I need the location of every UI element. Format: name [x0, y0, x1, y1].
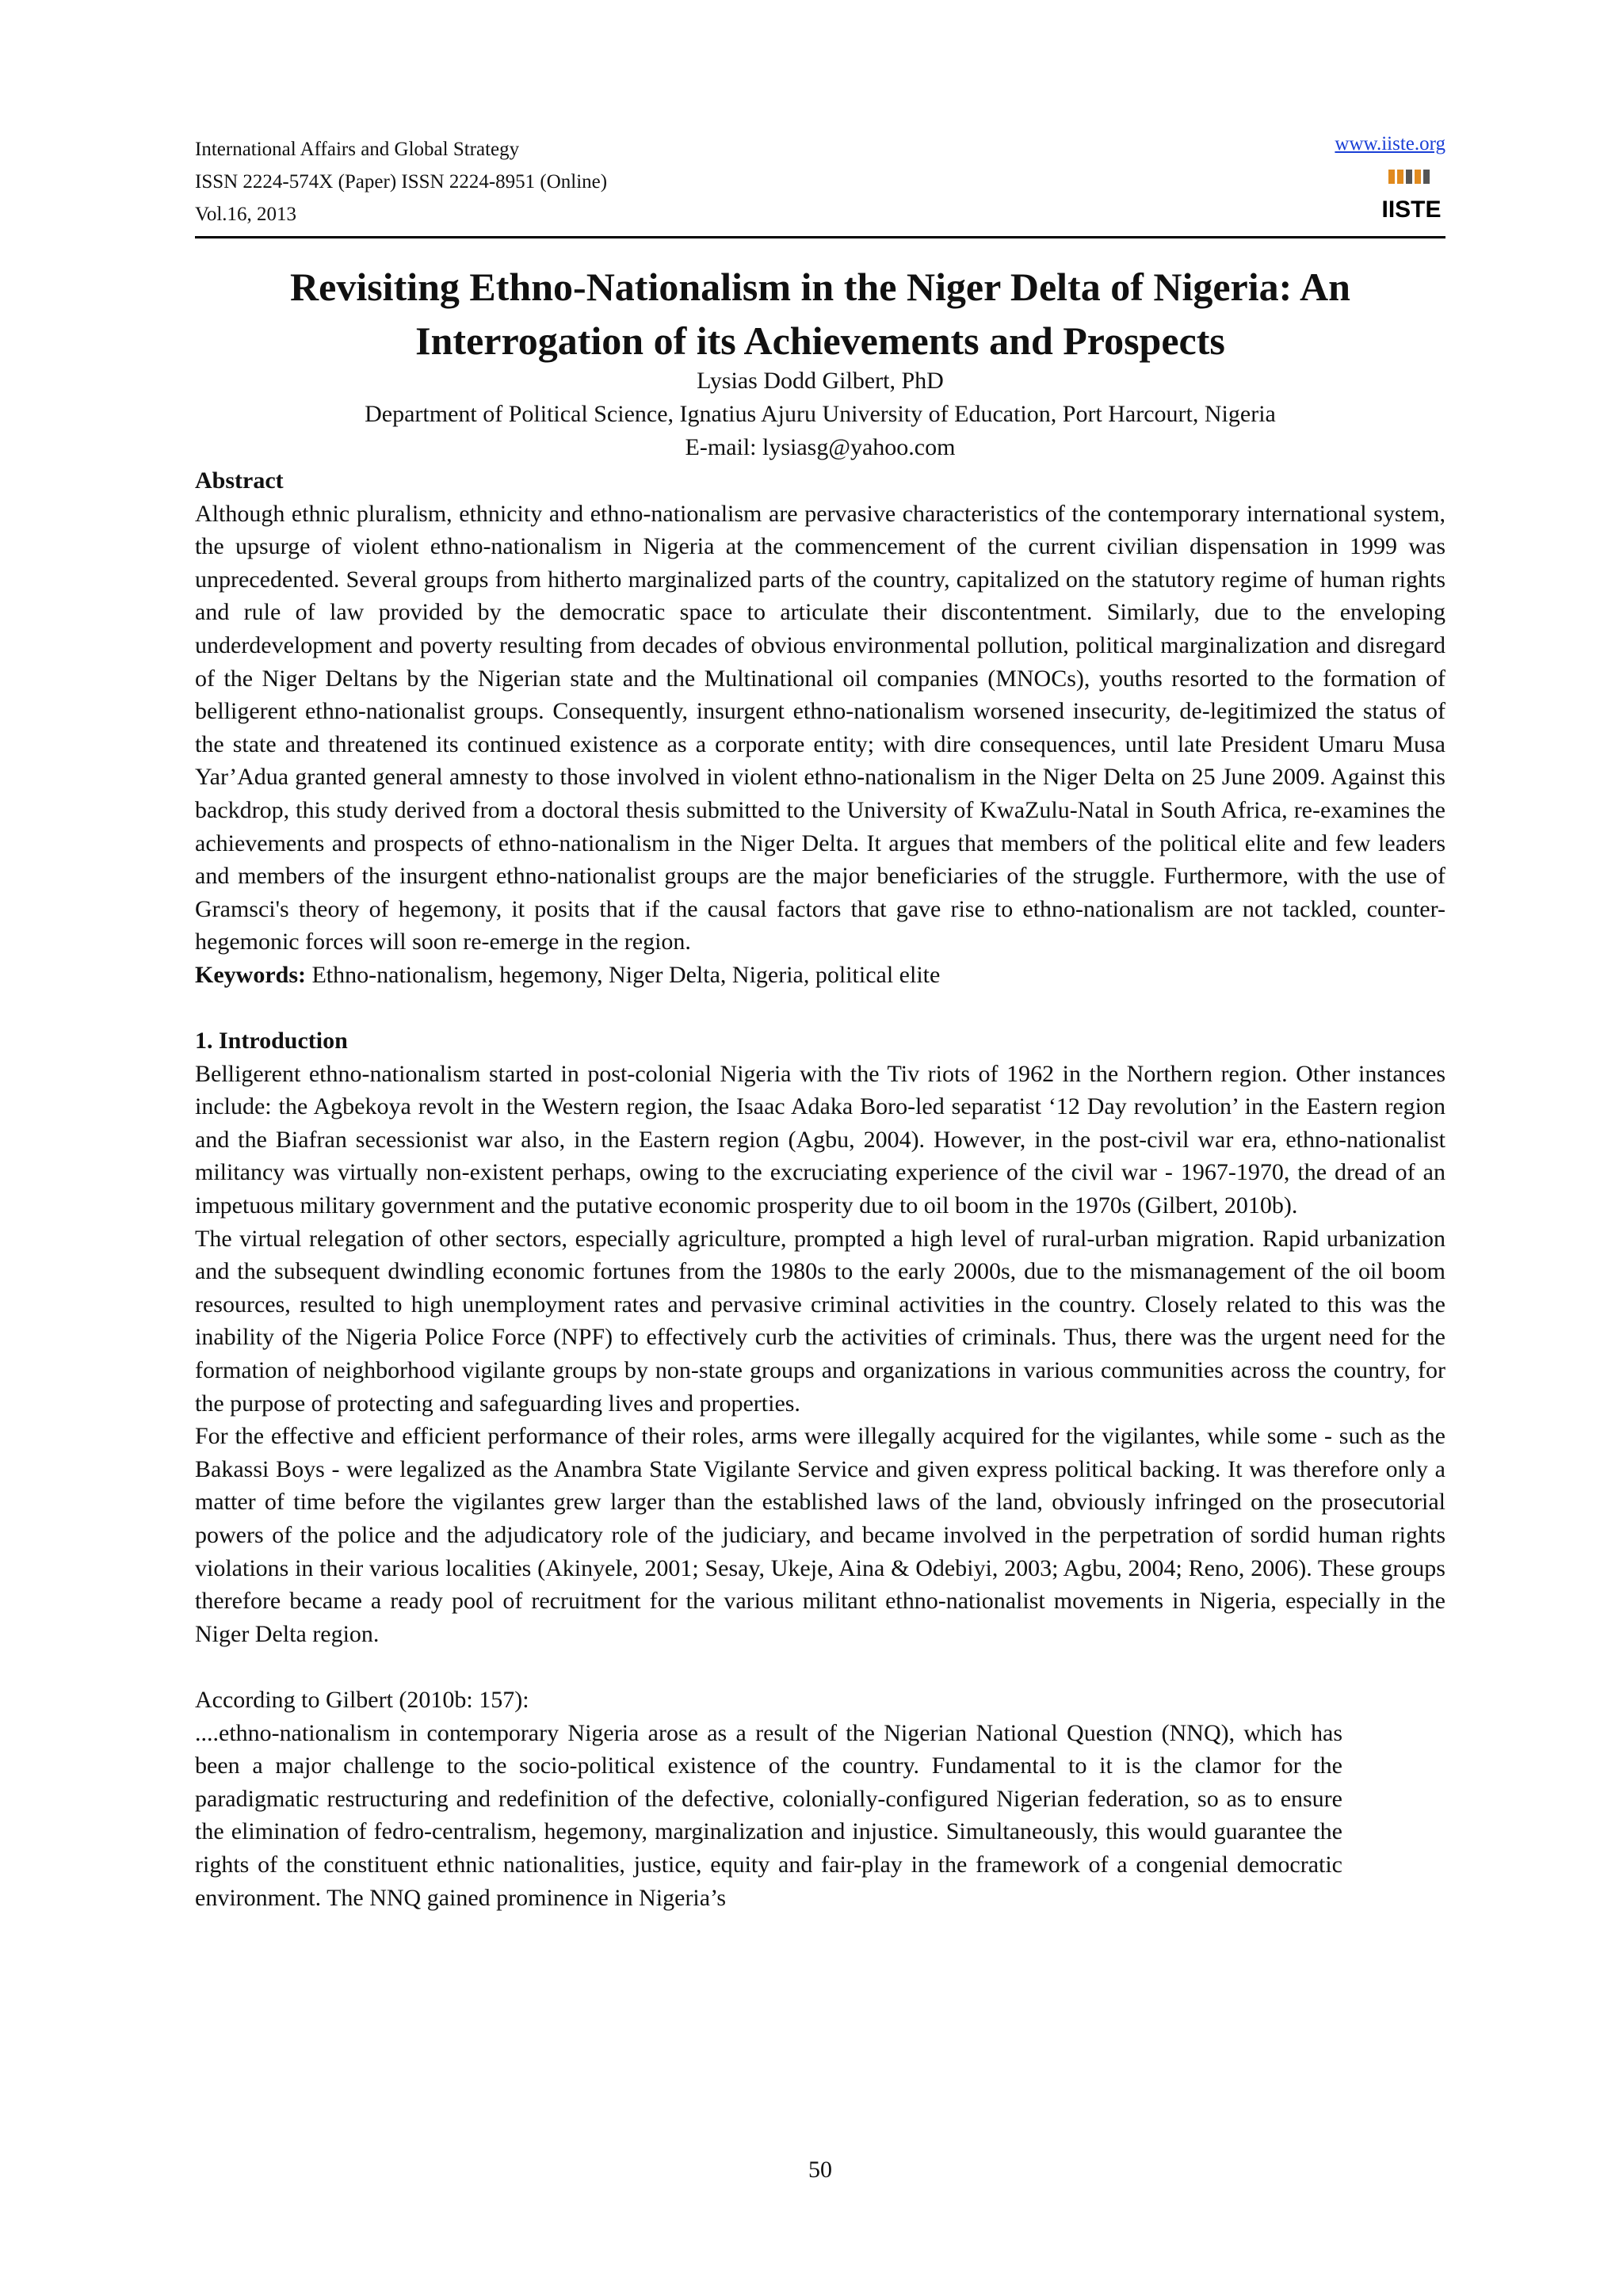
author-affiliation: Department of Political Science, Ignatius Ajuru University of Education, Port Harcourt, Nigeria [365, 401, 1276, 427]
intro-paragraph-3: For the effective and efficient performance of their roles, arms were illegally acquired for the vigilantes, while some - such as the Bakassi Boys - were legalized as the Anambra State Vigilante Service and given express political backing. It was therefore only a matter of time before the vigilantes grew larger than the established laws of the land, obviously infringed on the prosecutorial powers of the police and the adjudicatory role of the judiciary, and became involved in the perpetration of sordid human rights violations in their various localities (Akinyele, 2001; Sesay, Ukeje, Aina & Odebiyi, 2003; Agbu, 2004; Reno, 2006). These groups therefore became a ready pool of recruitment for the various militant ethno-nationalist movements in Nigeria, especially in the Niger Delta region. [195, 1423, 1445, 1647]
volume-line: Vol.16, 2013 [195, 204, 297, 225]
author-name: Lysias Dodd Gilbert, PhD [697, 368, 944, 394]
quote-intro: According to Gilbert (2010b: 157): [195, 1686, 529, 1713]
page-number: 50 [808, 2157, 832, 2183]
intro-paragraph-2: The virtual relegation of other sectors, especially agriculture, prompted a high level of rural-urban migration. Rapid urbanization and the subsequent dwindling economic fortunes from the 1980s to the early 2000s, due to the mismanagement of the oil boom resources, resulted to high unemployment rates and pervasive criminal activities in the country. Closely related to this was the inability of the Nigeria Police Force (NPF) to effectively curb the activities of criminals. Thus, there was the urgent need for the formation of neighborhood vigilante groups by non-state groups and organizations in various communities across the country, for the purpose of protecting and safeguarding lives and properties. [195, 1225, 1445, 1417]
paper-title: Revisiting Ethno-Nationalism in the Niger Delta of Nigeria: An Interrogation of its Achievements and Prospects [290, 265, 1350, 363]
keywords-text: Ethno-nationalism, hegemony, Niger Delta, Nigeria, political elite [305, 961, 941, 988]
journal-url-link[interactable]: www.iiste.org [1335, 133, 1445, 154]
iiste-logo [1381, 168, 1442, 223]
intro-paragraph-1: Belligerent ethno-nationalism started in post-colonial Nigeria with the Tiv riots of 1962 in the Northern region. Other instances include: the Agbekoya revolt in the Western region, the Isaac Adaka Boro-led separatist ‘12 Day revolution’ in the Eastern region and the Biafran secessionist war also, in the Eastern region (Agbu, 2004). However, in the post-civil war era, ethno-nationalist militancy was virtually non-existent perhaps, owing to the excruciating experience of the civil war - 1967-1970, the dread of an impetuous military government and the putative economic prosperity due to oil boom in the 1970s (Gilbert, 2010b). [195, 1060, 1445, 1219]
running-header [195, 133, 1445, 241]
header-rule [195, 236, 1445, 238]
paper-body [195, 464, 1445, 1914]
abstract-heading: Abstract [195, 467, 284, 494]
svg-text:IISTE: IISTE [1381, 196, 1442, 223]
keywords-line [195, 959, 1445, 992]
author-email: E-mail: lysiasg@yahoo.com [685, 434, 956, 460]
issn-line: ISSN 2224-574X (Paper) ISSN 2224-8951 (Online) [195, 171, 608, 193]
abstract-text: Although ethnic pluralism, ethnicity and ethno-nationalism are pervasive characteristics of the contemporary international system, the upsurge of violent ethno-nationalism in Nigeria at the commencement of the current civilian dispensation in 1999 was unprecedented. Several groups from hitherto marginalized parts of the country, capitalized on the statutory regime of human rights and rule of law provided by the democratic space to articulate their discontentment. Similarly, due to the enveloping underdevelopment and poverty resulting from decades of obvious environmental pollution, political marginalization and disregard of the Niger Deltans by the Nigerian state and the Multinational oil companies (MNOCs), youths resorted to the formation of belligerent ethno-nationalist groups. Consequently, insurgent ethno-nationalism worsened insecurity, de-legitimized the status of the state and threatened its continued existence as a corporate entity; with dire consequences, until late President Umaru Musa Yar’Adua granted general amnesty to those involved in violent ethno-nationalism in the Niger Delta on 25 June 2009. Against this backdrop, this study derived from a doctoral thesis submitted to the University of KwaZulu-Natal in South Africa, re-examines the achievements and prospects of ethno-nationalism in the Niger Delta. It argues that members of the political elite and few leaders and members of the insurgent ethno-nationalist groups are the major beneficiaries of the struggle. Furthermore, with the use of Gramsci's theory of hegemony, it posits that if the causal factors that gave rise to ethno-nationalism are not tackled, counter-hegemonic forces will soon re-emerge in the region. [195, 500, 1445, 955]
author-block [195, 364, 1445, 464]
block-quote: ....ethno-nationalism in contemporary Nigeria arose as a result of the Nigerian National Question (NNQ), which has been a major challenge to the socio-political existence of the country. Fundamental to it is the clamor for the paradigmatic restructuring and redefinition of the defective, colonially-configured Nigerian federation, so as to ensure the elimination of fedro-centralism, hegemony, marginalization and injustice. Simultaneously, this would guarantee the rights of the constituent ethnic nationalities, justice, equity and fair-play in the framework of a congenial democratic environment. The NNQ gained prominence in Nigeria’s [195, 1719, 1342, 1911]
section-gap [195, 1650, 1445, 1684]
journal-name: International Affairs and Global Strategy [195, 139, 520, 160]
section-gap [195, 992, 1445, 1025]
section-heading-introduction: 1. Introduction [195, 1028, 348, 1055]
keywords-label: Keywords: [195, 961, 306, 988]
